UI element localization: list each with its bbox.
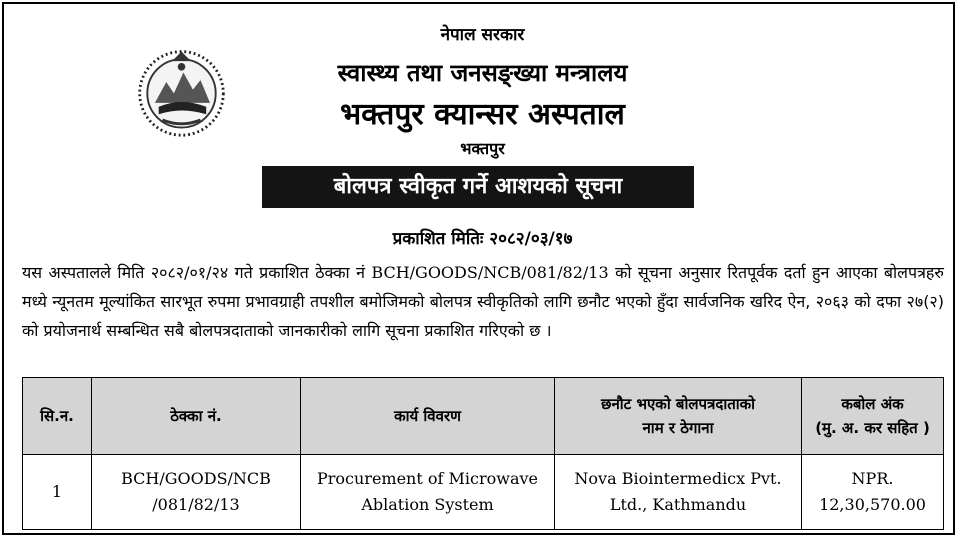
cell-description-line1: Procurement of Microwave [316,469,538,488]
hospital-title: भक्तपुर क्यान्सर अस्पताल [340,97,625,132]
header-description: कार्य विवरण [301,378,555,455]
header-bidder [555,378,802,455]
header-bidder-line2: नाम र ठेगाना [642,419,714,437]
notice-frame [2,2,955,535]
cell-bidder-line1: Nova Biointermedicx Pvt. [574,469,782,488]
cell-description-line2: Ablation System [361,495,494,514]
header-amount [802,378,944,455]
header-sn: सि.न. [23,378,92,455]
city-name: भक्तपुर [460,139,505,158]
cell-contract [92,455,301,530]
cell-sn: 1 [23,455,92,530]
publication-date: प्रकाशित मितिः २०८२/०३/१७ [392,229,573,249]
government-title: नेपाल सरकार [440,25,525,45]
notice-body-part2: को सूचना अनुसार रितपूर्वक दर्ता हुन आएका बोलपत्रहरु मध्ये न्यूनतम मूल्यांकित सारभूत रुपमा प्रभावग्राही तपशील बमोजिमको बोलपत्र स्वीकृतिको लागि छनौट भएको हुँदा सार्वजनिक खरिद ऐन, २०६३ को दफा २७(२) को प्रयोजनार्थ सम्बन्धित सबै बोलपत्रदाताको जानकारीको लागि सूचना प्रकाशित गरिएको छ । [22,263,944,340]
notice-body [22,258,944,345]
notice-reference: BCH/GOODS/NCB/081/82/13 [371,263,609,282]
header-amount-line1: कबोल अंक [841,395,904,413]
cell-amount [802,455,944,530]
award-table [22,377,944,530]
cell-bidder [555,455,802,530]
header-amount-line2: (मु. अ. कर सहित ) [815,419,930,437]
cell-contract-line1: BCH/GOODS/NCB [121,469,271,488]
cell-contract-line2: /081/82/13 [152,495,240,514]
cell-amount-line2: 12,30,570.00 [819,495,926,514]
ministry-title: स्वास्थ्य तथा जनसङ्ख्या मन्त्रालय [337,59,628,87]
notice-banner: बोलपत्र स्वीकृत गर्ने आशयको सूचना [262,166,694,208]
cell-bidder-line2: Ltd., Kathmandu [609,495,747,514]
cell-amount-line1: NPR. [851,469,894,488]
notice-body-part1: यस अस्पतालले मिति २०८२/०१/२४ गते प्रकाशित ठेक्का नं [22,263,372,282]
cell-description [301,455,555,530]
header-contract: ठेक्का नं. [92,378,301,455]
header-bidder-line1: छनौट भएको बोलपत्रदाताको [600,395,756,413]
table-header-row [23,378,944,455]
table-row [23,455,944,530]
